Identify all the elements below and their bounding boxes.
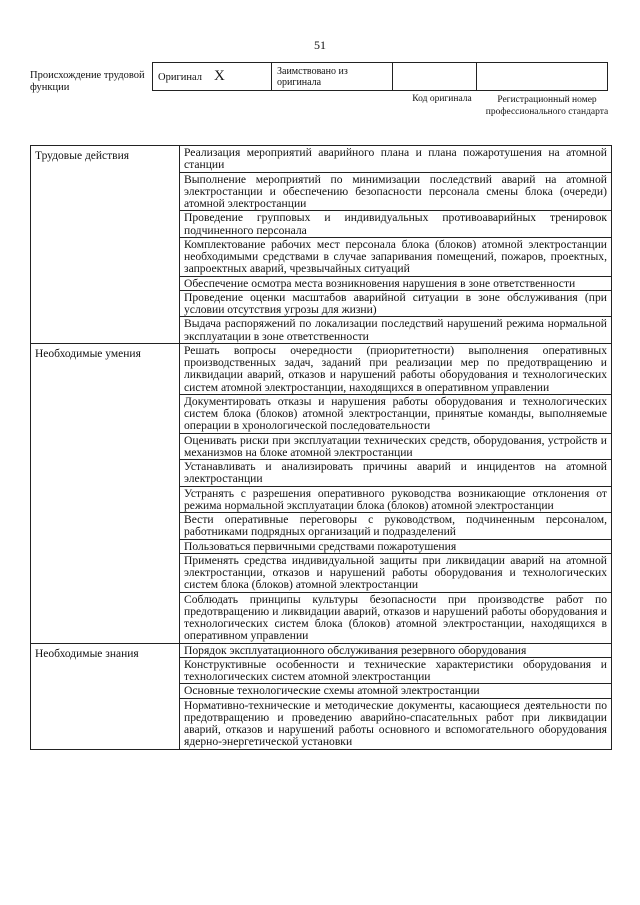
registration-number-cell [477,63,608,91]
list-item: Конструктивные особенности и технические характеристики оборудования и технологических систем атомной электростанции [180,658,611,685]
section-title: Трудовые действия [31,146,180,344]
list-item: Реализация мероприятий аварийного плана и плана пожаротушения на атомной станции [180,146,611,173]
list-item: Устанавливать и анализировать причины аварий и инцидентов на атомной электростанции [180,460,611,487]
origin-label: Происхождение трудовой функции [30,70,145,93]
section-items [180,643,612,749]
list-item: Проведение оценки масштабов аварийной ситуации в зоне обслуживания (при условии отсутствия угрозы для жизни) [180,291,611,318]
original-cell [153,63,272,91]
origin-table [152,62,608,91]
list-item: Решать вопросы очередности (приоритетности) выполнения оперативных производственных задач, заданий при реализации мер по предотвращению и ликвидации аварий, отказов и нарушений работы оборудования и технологических систем атомной электростанции, находящихся в оперативном управлении [180,344,611,395]
section-row-knowledge [31,643,612,749]
borrowed-cell: Заимствовано из оригинала [272,63,393,91]
list-item: Комплектование рабочих мест персонала блока (блоков) атомной электростанции необходимыми средствами в случае запаривания помещений, пожаров, проектных, запроектных аварий, чрезвычайных ситуаций [180,238,611,277]
list-item: Соблюдать принципы культуры безопасности при производстве работ по предотвращению и ликвидации аварий, отказов и нарушений работы оборудования и технологических систем блока (блоков) атомной электростанции, находящихся в оперативном управлении [184,592,607,643]
code-caption: Код оригинала [412,94,472,104]
original-mark: X [214,68,225,84]
section-items [180,343,612,643]
section-title: Необходимые знания [31,643,180,749]
list-item: Вести оперативные переговоры с руководством, подчиненным персоналом, работниками подрядных организаций и подразделений [180,513,611,540]
list-item: Выдача распоряжений по локализации последствий нарушений режима нормальной эксплуатации в зоне ответственности [184,317,607,343]
section-row-labor-actions [31,146,612,344]
section-title: Необходимые умения [31,343,180,643]
list-item: Выполнение мероприятий по минимизации последствий аварий на атомной электростанции и обеспечению безопасности персонала смены блока (очереди) атомной электростанции [180,173,611,212]
list-item: Проведение групповых и индивидуальных противоаварийных тренировок подчиненного персонала [180,211,611,238]
list-item: Документировать отказы и нарушения работы оборудования и технологических систем блока (блоков) атомной электростанции, принятые команды, выполняемые операции в хронологической последовательности [180,395,611,434]
section-row-skills [31,343,612,643]
section-items [180,146,612,344]
list-item: Устранять с разрешения оперативного руководства возникающие отклонения от режима нормальной эксплуатации блока (блоков) атомной электростанции [180,487,611,514]
original-code-cell [393,63,477,91]
original-label: Оригинал [158,72,202,83]
list-item: Обеспечение осмотра места возникновения нарушения в зоне ответственности [180,277,611,291]
list-item: Основные технологические схемы атомной электростанции [180,684,611,698]
list-item: Оценивать риски при эксплуатации технических средств, оборудования, устройств и механизмов на блоке атомной электростанции [180,434,611,461]
list-item: Применять средства индивидуальной защиты при ликвидации аварий на атомной электростанции, отказов и нарушений работы оборудования и технологических систем блока (блоков) атомной электростанции [180,554,611,593]
functions-table [30,145,612,750]
list-item: Нормативно-технические и методические документы, касающиеся деятельности по предотвращению и проведению аварийно-спасательных работ при ликвидации аварий, отказов и нарушений работы основного и вспомогательного оборудования ядерно-энергетической установки [184,698,607,749]
list-item: Пользоваться первичными средствами пожаротушения [180,540,611,554]
list-item: Порядок эксплуатационного обслуживания резервного оборудования [180,644,611,658]
registration-caption: Регистрационный номер профессионального стандарта [485,95,609,117]
page-number: 51 [314,38,326,52]
